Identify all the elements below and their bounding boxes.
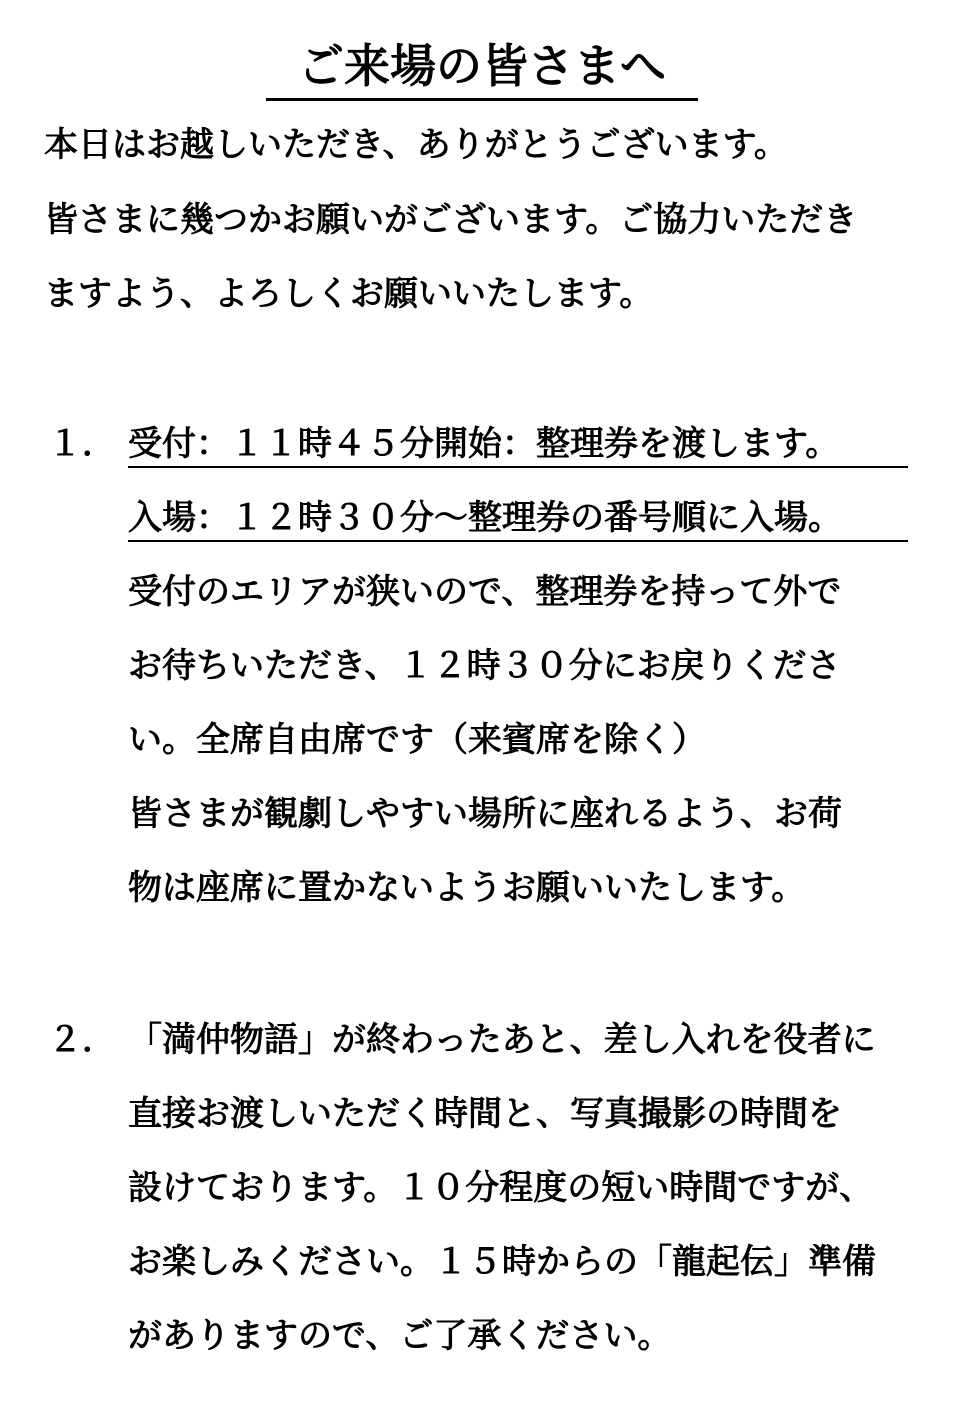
item-1-number: １． — [48, 424, 116, 464]
item-2-line-3: 設けております。１０分程度の短い時間ですが、 — [128, 1168, 874, 1208]
item-1-line-3: 受付のエリアが狭いので、整理券を持って外で — [128, 572, 842, 612]
item-2-line-2: 直接お渡しいただく時間と、写真撮影の時間を — [128, 1094, 842, 1134]
item-1-line-5: い。全席自由席です（来賓席を除く） — [128, 720, 706, 760]
intro-line-2: 皆さまに幾つかお願いがございます。ご協力いただき — [44, 200, 858, 240]
item-2-number: ２． — [48, 1020, 116, 1060]
item-1-line-7: 物は座席に置かないようお願いいたします。 — [128, 868, 806, 908]
item-2-line-5: がありますので、ご了承ください。 — [128, 1316, 672, 1356]
item-2-line-4: お楽しみください。１５時からの「龍起伝」準備 — [128, 1242, 876, 1282]
intro-line-3: ますよう、よろしくお願いいたします。 — [44, 274, 654, 314]
intro-line-1: 本日はお越しいただき、ありがとうございます。 — [44, 125, 788, 165]
item-1-line-4: お待ちいただき、１２時３０分にお戻りくださ — [128, 646, 841, 686]
item-1-line-2-underlined: 入場：１２時３０分～整理券の番号順に入場。 — [128, 496, 908, 542]
notice-title: ご来場の皆さまへ — [266, 34, 698, 101]
item-1-line-1-underlined: 受付：１１時４５分開始：整理券を渡します。 — [128, 422, 908, 468]
item-2-line-1: 「満仲物語」が終わったあと、差し入れを役者に — [128, 1020, 876, 1060]
item-1-line-6: 皆さまが観劇しやすい場所に座れるよう、お荷 — [128, 794, 842, 834]
